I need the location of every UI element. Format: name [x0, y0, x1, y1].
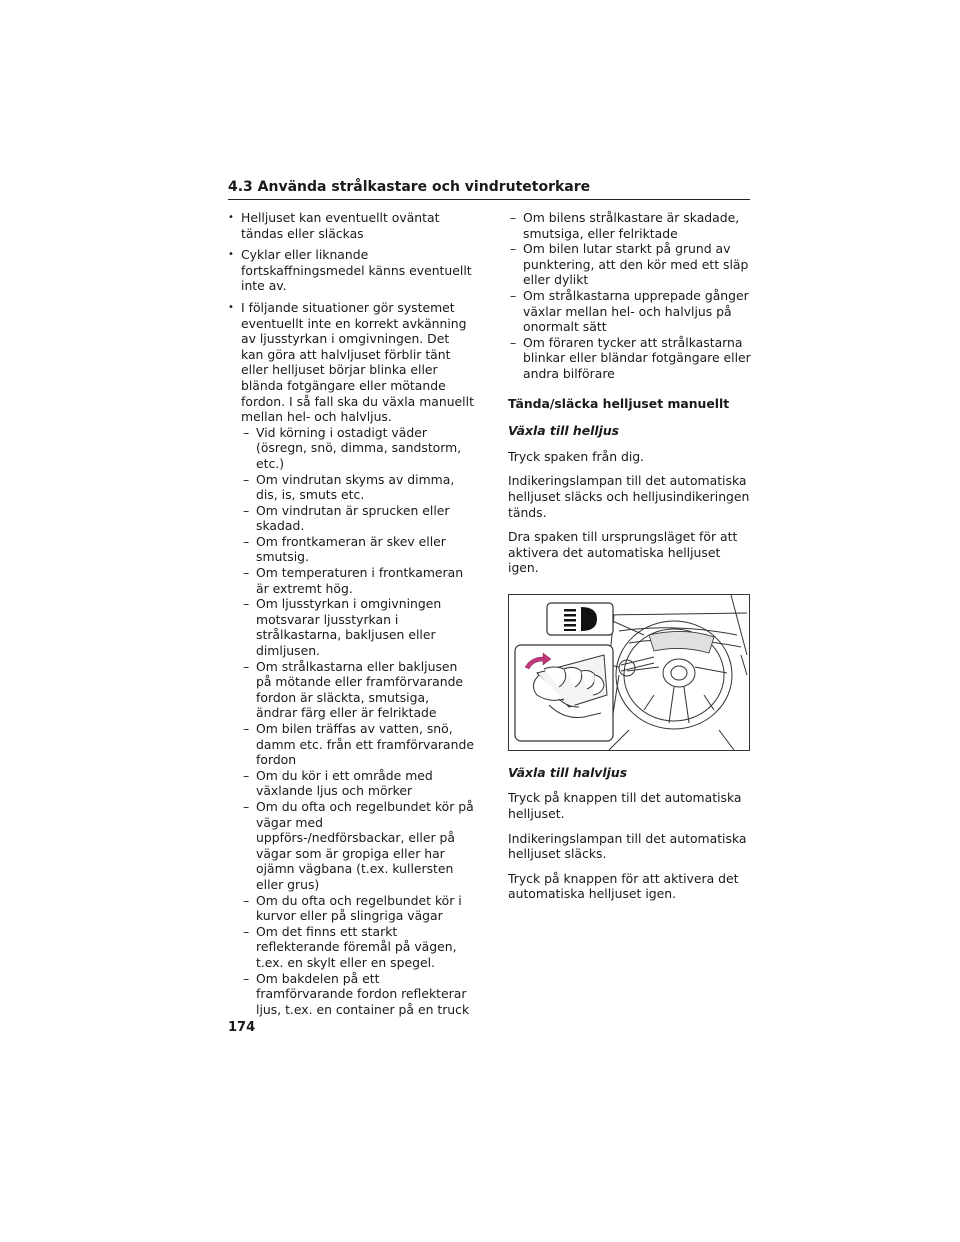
list-item: – Om du kör i ett område med växlande ljus och mörker — [243, 767, 433, 799]
lever-illustration — [508, 594, 750, 751]
condition-list — [228, 425, 474, 1018]
list-item: – Om vindrutan är sprucken eller skadad. — [243, 502, 450, 534]
condition-list-continued — [508, 210, 754, 382]
paragraph: Tryck på knappen för att aktivera det automatiska helljuset igen. — [508, 870, 739, 902]
list-item: – Om föraren tycker att strålkastarna blinkar eller bländar fotgängare eller andra bilförare — [510, 334, 751, 381]
bullet-text: I följande situationer gör systemet eventuellt inte en korrekt avkänning av ljusstyrkan i omgivningen. Det kan göra att halvljuset förblir tänt eller helljuset börjar blinka eller blända fotgängare eller mötande fordon. I så fall ska du växla manuellt mellan hel- och halvljus. — [241, 299, 474, 425]
list-item: – Om ljusstyrkan i omgivningen motsvarar ljusstyrkan i strålkastarna, bakljusen eller dimljusen. — [243, 596, 442, 659]
list-item: – Om du ofta och regelbundet kör i kurvor eller på slingriga vägar — [243, 892, 462, 924]
list-item: – Om frontkameran är skev eller smutsig. — [243, 533, 446, 565]
bullet-item — [228, 247, 474, 294]
manual-high-beam-heading: Tända/släcka helljuset manuellt — [508, 395, 730, 411]
bullet-text: Helljuset kan eventuellt oväntat tändas eller släckas — [241, 210, 440, 241]
list-item: – Om det finns ett starkt reflekterande föremål på vägen, t.ex. en skylt eller en spegel. — [243, 923, 457, 970]
left-column — [228, 210, 474, 1017]
switch-to-high-beam-heading: Växla till helljus — [508, 423, 620, 439]
bullet-item — [228, 210, 474, 241]
list-item: – Om strålkastarna eller bakljusen på mötande eller framförvarande fordon är släckta, smutsiga, ändrar färg eller är felriktade — [243, 658, 464, 721]
page-number: 174 — [228, 1020, 256, 1035]
switch-to-low-beam-heading: Växla till halvljus — [508, 764, 628, 780]
paragraph: Tryck spaken från dig. — [508, 448, 645, 464]
dashboard-illustration — [509, 595, 749, 750]
right-column — [508, 210, 754, 911]
list-item: – Om bakdelen på ett framförvarande fordon reflekterar ljus, t.ex. en container på en truck — [243, 970, 470, 1017]
list-item: – Vid körning i ostadigt väder (ösregn, snö, dimma, sandstorm, etc.) — [243, 424, 462, 471]
paragraph: Tryck på knappen till det automatiska helljuset. — [508, 790, 742, 822]
paragraph: Indikeringslampan till det automatiska helljuset släcks och helljusindikeringen tänds. — [508, 473, 750, 520]
paragraph: Dra spaken till ursprungsläget för att aktivera det automatiska helljuset igen. — [508, 529, 738, 576]
list-item: – Om du ofta och regelbundet kör på vägar med uppförs-/nedförsbackar, eller på vägar som är gropiga eller har ojämn vägbana (t.ex. kullersten eller grus) — [243, 798, 474, 892]
list-item: – Om strålkastarna upprepade gånger växlar mellan hel- och halvljus på onormalt sätt — [510, 287, 749, 335]
section-title: 4.3 Använda strålkastare och vindrutetorkare — [228, 179, 591, 195]
list-item: – Om bilens strålkastare är skadade, smutsiga, eller felriktade — [510, 210, 740, 241]
section-header — [228, 178, 750, 200]
bullet-item — [228, 300, 474, 425]
bullet-list — [228, 210, 474, 425]
list-item: – Om bilen träffas av vatten, snö, damm etc. från ett framförvarande fordon — [243, 721, 474, 768]
list-item: – Om bilen lutar starkt på grund av punktering, att den kör med ett släp eller dylikt — [510, 241, 749, 288]
list-item: – Om temperaturen i frontkameran är extremt hög. — [243, 565, 464, 596]
bullet-text: Cyklar eller liknande fortskaffningsmedel känns eventuellt inte av. — [241, 247, 472, 294]
list-item: – Om vindrutan skyms av dimma, dis, is, smuts etc. — [243, 471, 455, 503]
paragraph: Indikeringslampan till det automatiska helljuset släcks. — [508, 830, 747, 862]
